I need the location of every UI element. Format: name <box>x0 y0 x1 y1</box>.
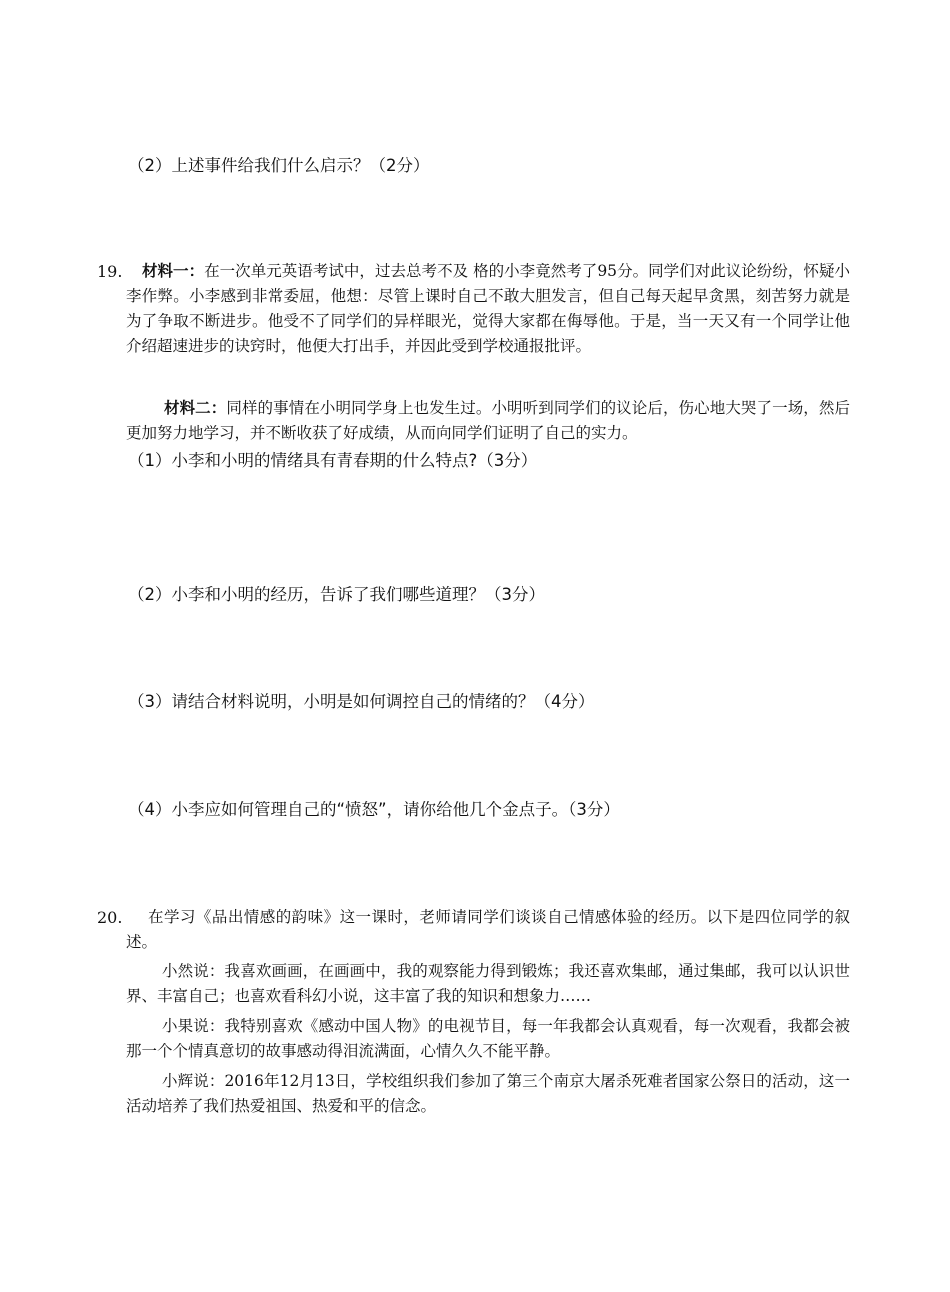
q19-material-1-text: 在一次单元英语考试中，过去总考不及 格的小李竟然考了95分。同学们对此议论纷纷，怀疑小李作弊。小李感到非常委屈，他想：尽管上课时自己不敢大胆发言，但自己每天起早贪黑，刻苦努力就是为了争取不断进步。他受不了同学们的异样眼光，觉得大家都在侮辱他。于是，当一天又有一个同学让他介绍超速进步的诀窍时，他便大打出手，并因此受到学校通报批评。 <box>126 262 850 355</box>
q18-subquestion-2: （2）上述事件给我们什么启示？（2分） <box>128 156 430 175</box>
q19-material-1 <box>126 259 850 359</box>
q19-material-2-label: 材料二： <box>164 399 227 417</box>
q20-student-3: 小辉说：2016年12月13日，学校组织我们参加了第三个南京大屠杀死难者国家公祭日的活动，这一活动培养了我们热爱祖国、热爱和平的信念。 <box>126 1072 850 1115</box>
q20-student-1: 小然说：我喜欢画画，在画画中，我的观察能力得到锻炼；我还喜欢集邮，通过集邮，我可以认识世界、丰富自己；也喜欢看科幻小说，这丰富了我的知识和想象力…… <box>126 962 850 1005</box>
q19-subquestion-4: （4）小李应如何管理自己的“愤怒”，请你给他几个金点子。（3分） <box>128 800 620 819</box>
q20-intro <box>126 905 850 955</box>
q19-material-2 <box>126 396 850 446</box>
q19-subquestion-2: （2）小李和小明的经历，告诉了我们哪些道理？（3分） <box>128 585 545 604</box>
q19-subquestion-3: （3）请结合材料说明，小明是如何调控自己的情绪的？（4分） <box>128 692 595 711</box>
q20-intro-text: 在学习《品出情感的韵味》这一课时，老师请同学们谈谈自己情感体验的经历。以下是四位同学的叙述。 <box>126 908 850 951</box>
q19-subquestion-1: （1）小李和小明的情绪具有青春期的什么特点?（3分） <box>128 451 538 470</box>
q19-material-2-text: 同样的事情在小明同学身上也发生过。小明听到同学们的议论后，伤心地大哭了一场，然后更加努力地学习，并不断收获了好成绩，从而向同学们证明了自己的实力。 <box>126 399 850 442</box>
q19-material-1-label: 材料一： <box>142 262 205 280</box>
q19-number: 19. <box>97 262 123 281</box>
q20-number: 20. <box>97 908 123 927</box>
q20-student-2: 小果说：我特别喜欢《感动中国人物》的电视节目，每一年我都会认真观看，每一次观看，我都会被那一个个情真意切的故事感动得泪流满面，心情久久不能平静。 <box>126 1017 850 1060</box>
